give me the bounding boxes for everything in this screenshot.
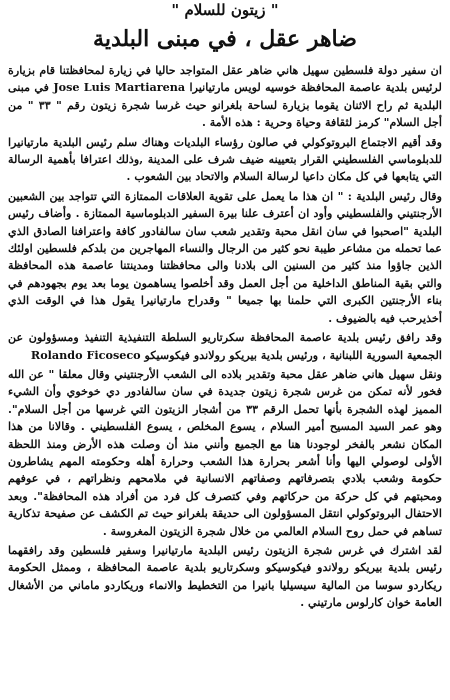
article-paragraph: وقد أقيم الاجتماع البروتوكولي في صالون رؤساء البلديات وهناك سلم رئيس البلدية مارتيانيرا للدبلوماسي الفلسطيني القرار بتعيينه ضيف شرف على المدينة ,وذلك اعترافا بأهمية الرسالة التي يتابعها في كل مكان داعيا لرسالة السلام والاتحاد بين الشعوب . <box>8 134 442 184</box>
article-headline: ضاهر عقل ، في مبنى البلدية <box>93 26 357 52</box>
article-paragraph: لقد اشترك في غرس شجرة الزيتون رئيس البلدية مارتيانيرا وسفير فلسطين وقد رافقهما رئيس بلدية بيريكو رولاندو فيكوسيكو وسكرتاريو بلدية عاصمة المحافظة ، وممثل الحكومة ريكاردو سوسا من المالية سيسيليا بانيرا من التخطيط والانماء وريكاردو ماماني من الأشغال العامة خوان كارلوس مارتيني . <box>8 542 442 610</box>
article-paragraph: وقد رافق رئيس بلدية عاصمة المحافظة سكرتاريو السلطة التنفيذية التنفيذ ومسؤولون عن الجمعية السورية اللبنانية ، ورئيس بلدية بيريكو رولاندو فيكوسيكو Rolando Ficoseco <box>8 330 442 362</box>
article-paragraph: ونقل سهيل هاني ضاهر عقل محبة وتقدير بلاده الى الشعب الأرجنتيني وقال معلقا " عن الله فخور لأنه تمكن من غرس شجرة زيتون جديدة في سان سالفادور دي خوخوي وأن الشيء المميز لهذه الشجرة بأنها تحمل الرقم ٣٣ من أشجار الزيتون التي غرسها من أجل السلام". وهو عمر السيد المسيح أمير السلام ، يسوع المخلص ، يسوع الفلسطيني . وقالانا من هذا المكان نشعر بالفخر لوجودنا هنا مع الجميع وأنني منذ أن وصلت هذه الأرض ومنذ اللحظة الأولى لوصولي اليها وأنا أشعر بحرارة هذا الشعب وحرارة أهله وحكومته المهم يشاطرون حكومة وشعب بلادي بتصرفاتهم وصفاتهم الانسانية في ملامحهم ونظراتهم ، في عوفهم ومحبتهم في كل حركة من حركاتهم وفي كتصرف كل فرد من أفراد هذه المحافظة". وبعد الاحتفال البروتوكولي انتقل المسؤولون الى حديقة بلغرانو حيث تم الكشف عن صفيحة تذكارية تساهم في حمل روح السلام العالمي من خلال شجرة الزيتون المغروسة . <box>8 366 442 538</box>
article-kicker: " زيتون للسلام " <box>171 1 279 19</box>
article-paragraph: ان سفير دولة فلسطين سهيل هاني ضاهر عقل المتواجد حاليا في زيارة لمحافظتنا قام بزيارة لرئيس بلدية عاصمة المحافظة خوسيه لويس مارتيانيرا Jose Luis Martiarena في مبنى البلدية ثم راح الاثنان يقوما بزيارة لساحة بلغرانو حيث غرسا شجرة زيتون رقم " ٣٣ " من أجل السلام" كرمز لثقافة وحياة وحرية : هذه الأمة . <box>8 63 442 130</box>
article-body <box>8 62 442 612</box>
article-paragraph: وقال رئيس البلدية : " ان هذا ما يعمل على تقوية العلاقات الممتازة التي تتواجد بين الشعبين الأرجنتيني والفلسطيني وأود ان أعترف علنا بيرة السفير الدبلوماسية الممتازة . وأضاف رئيس البلدية "اصحبوا في سان انقل محبة وتقدير شعب سان سالفادور كافة واعترافنا الصادق الذي عما تحمله من مشاعر طيبة نحو كثير من الرجال والنساء المهاجرين من بلدكم فلسطين اولئك الذين جاؤوا منذ كثير من السنين الى بلادنا والى محافظتنا ومدينتنا عاصمة هذه المحافظة والتي بقية المناطق الداخلية من أجل العمل وقد أخلصوا يساهمون يوما بعد يوم بجهودهم في بناء الأرجنتين الكبرى التي حلمنا بها جميعا " وقدراح مارتيانيرا يقول هذا في الوقت الذي أخذيرحب فيه بالضيوف . <box>8 188 442 325</box>
